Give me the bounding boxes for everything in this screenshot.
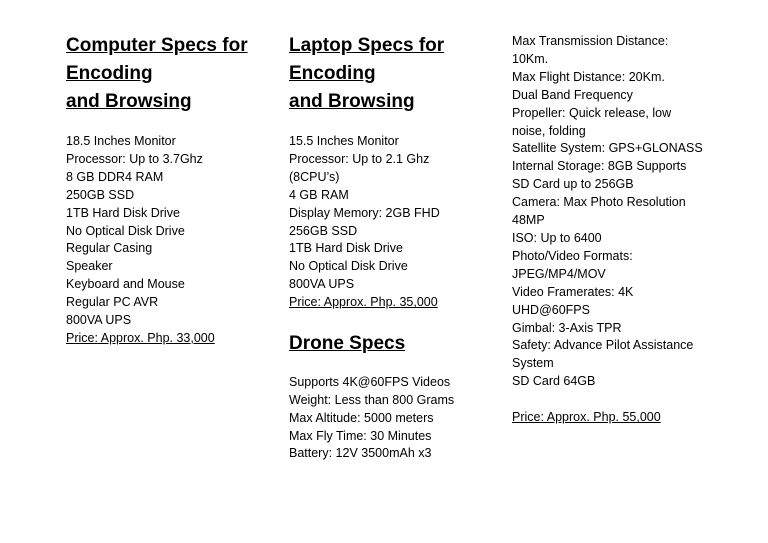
computer-spec-item: No Optical Disk Drive	[66, 223, 185, 238]
laptop-specs-heading	[289, 32, 494, 116]
laptop-spec-item: 1TB Hard Disk Drive	[289, 241, 403, 256]
drone-spec-item: Camera: Max Photo Resolution	[512, 195, 686, 210]
drone-spec-item: Dual Band Frequency	[512, 87, 633, 102]
drone-spec-item: ISO: Up to 6400	[512, 230, 602, 245]
list-spacer	[512, 391, 762, 409]
laptop-spec-item: 4 GB RAM	[289, 187, 349, 202]
drone-spec-item: Internal Storage: 8GB Supports	[512, 159, 687, 174]
drone-spec-item: SD Card up to 256GB	[512, 177, 634, 192]
drone-spec-item: Safety: Advance Pilot Assistance	[512, 338, 694, 353]
drone-specs-list-part2	[512, 33, 762, 427]
drone-spec-item: Weight: Less than 800 Grams	[289, 392, 455, 407]
drone-spec-item: 10Km.	[512, 51, 549, 66]
computer-spec-item: 250GB SSD	[66, 187, 135, 202]
drone-spec-item: Satellite System: GPS+GLONASS	[512, 141, 703, 156]
laptop-spec-item: 15.5 Inches Monitor	[289, 134, 399, 148]
drone-spec-item: Max Altitude: 5000 meters	[289, 410, 434, 425]
laptop-spec-item: 800VA UPS	[289, 277, 355, 292]
drone-spec-item: SD Card 64GB	[512, 374, 596, 389]
drone-specs-column-continued	[512, 0, 762, 427]
laptop-price: Price: Approx. Php. 35,000	[289, 295, 438, 310]
computer-price: Price: Approx. Php. 33,000	[66, 330, 215, 345]
computer-heading-line-2: Encoding	[66, 63, 153, 84]
drone-spec-item: Propeller: Quick release, low	[512, 105, 672, 120]
drone-spec-item: UHD@60FPS	[512, 302, 590, 317]
computer-spec-item: 1TB Hard Disk Drive	[66, 205, 180, 220]
drone-spec-item: Video Framerates: 4K	[512, 284, 634, 299]
computer-heading-line-3: and Browsing	[66, 91, 192, 112]
computer-spec-item: 800VA UPS	[66, 313, 132, 328]
drone-spec-item: Max Flight Distance: 20Km.	[512, 69, 665, 84]
drone-specs-list-part1	[289, 374, 494, 464]
computer-specs-heading	[66, 32, 271, 116]
drone-spec-item: Max Transmission Distance:	[512, 34, 669, 48]
drone-specs-heading: Drone Specs	[289, 333, 406, 355]
computer-spec-item: 8 GB DDR4 RAM	[66, 169, 164, 184]
laptop-heading-line-2: Encoding	[289, 63, 376, 84]
drone-spec-item: Max Fly Time: 30 Minutes	[289, 428, 432, 443]
laptop-spec-item: 256GB SSD	[289, 223, 358, 238]
computer-specs-list	[66, 133, 271, 348]
laptop-spec-item: Display Memory: 2GB FHD	[289, 205, 440, 220]
laptop-spec-item: Processor: Up to 2.1 Ghz	[289, 151, 430, 166]
drone-spec-item: Battery: 12V 3500mAh x3	[289, 446, 432, 461]
computer-heading-line-1: Computer Specs for	[66, 35, 248, 56]
drone-spec-item: Gimbal: 3-Axis TPR	[512, 320, 622, 335]
drone-spec-item: 48MP	[512, 213, 545, 228]
computer-spec-item: Processor: Up to 3.7Ghz	[66, 151, 203, 166]
laptop-heading-line-1: Laptop Specs for	[289, 35, 445, 56]
computer-spec-item: 18.5 Inches Monitor	[66, 134, 176, 148]
computer-spec-item: Speaker	[66, 259, 113, 274]
laptop-spec-item: No Optical Disk Drive	[289, 259, 408, 274]
drone-price: Price: Approx. Php. 55,000	[512, 410, 661, 425]
drone-spec-item: System	[512, 356, 554, 371]
drone-spec-item: noise, folding	[512, 123, 586, 138]
drone-spec-item: JPEG/MP4/MOV	[512, 266, 606, 281]
drone-spec-item: Supports 4K@60FPS Videos	[289, 374, 451, 389]
laptop-specs-column	[289, 0, 494, 463]
laptop-heading-line-3: and Browsing	[289, 91, 415, 112]
laptop-spec-item: (8CPU’s)	[289, 169, 340, 184]
computer-spec-item: Regular Casing	[66, 241, 153, 256]
computer-specs-column	[66, 0, 271, 348]
computer-spec-item: Regular PC AVR	[66, 295, 159, 310]
computer-spec-item: Keyboard and Mouse	[66, 277, 185, 292]
drone-spec-item: Photo/Video Formats:	[512, 248, 633, 263]
laptop-specs-list	[289, 133, 494, 312]
